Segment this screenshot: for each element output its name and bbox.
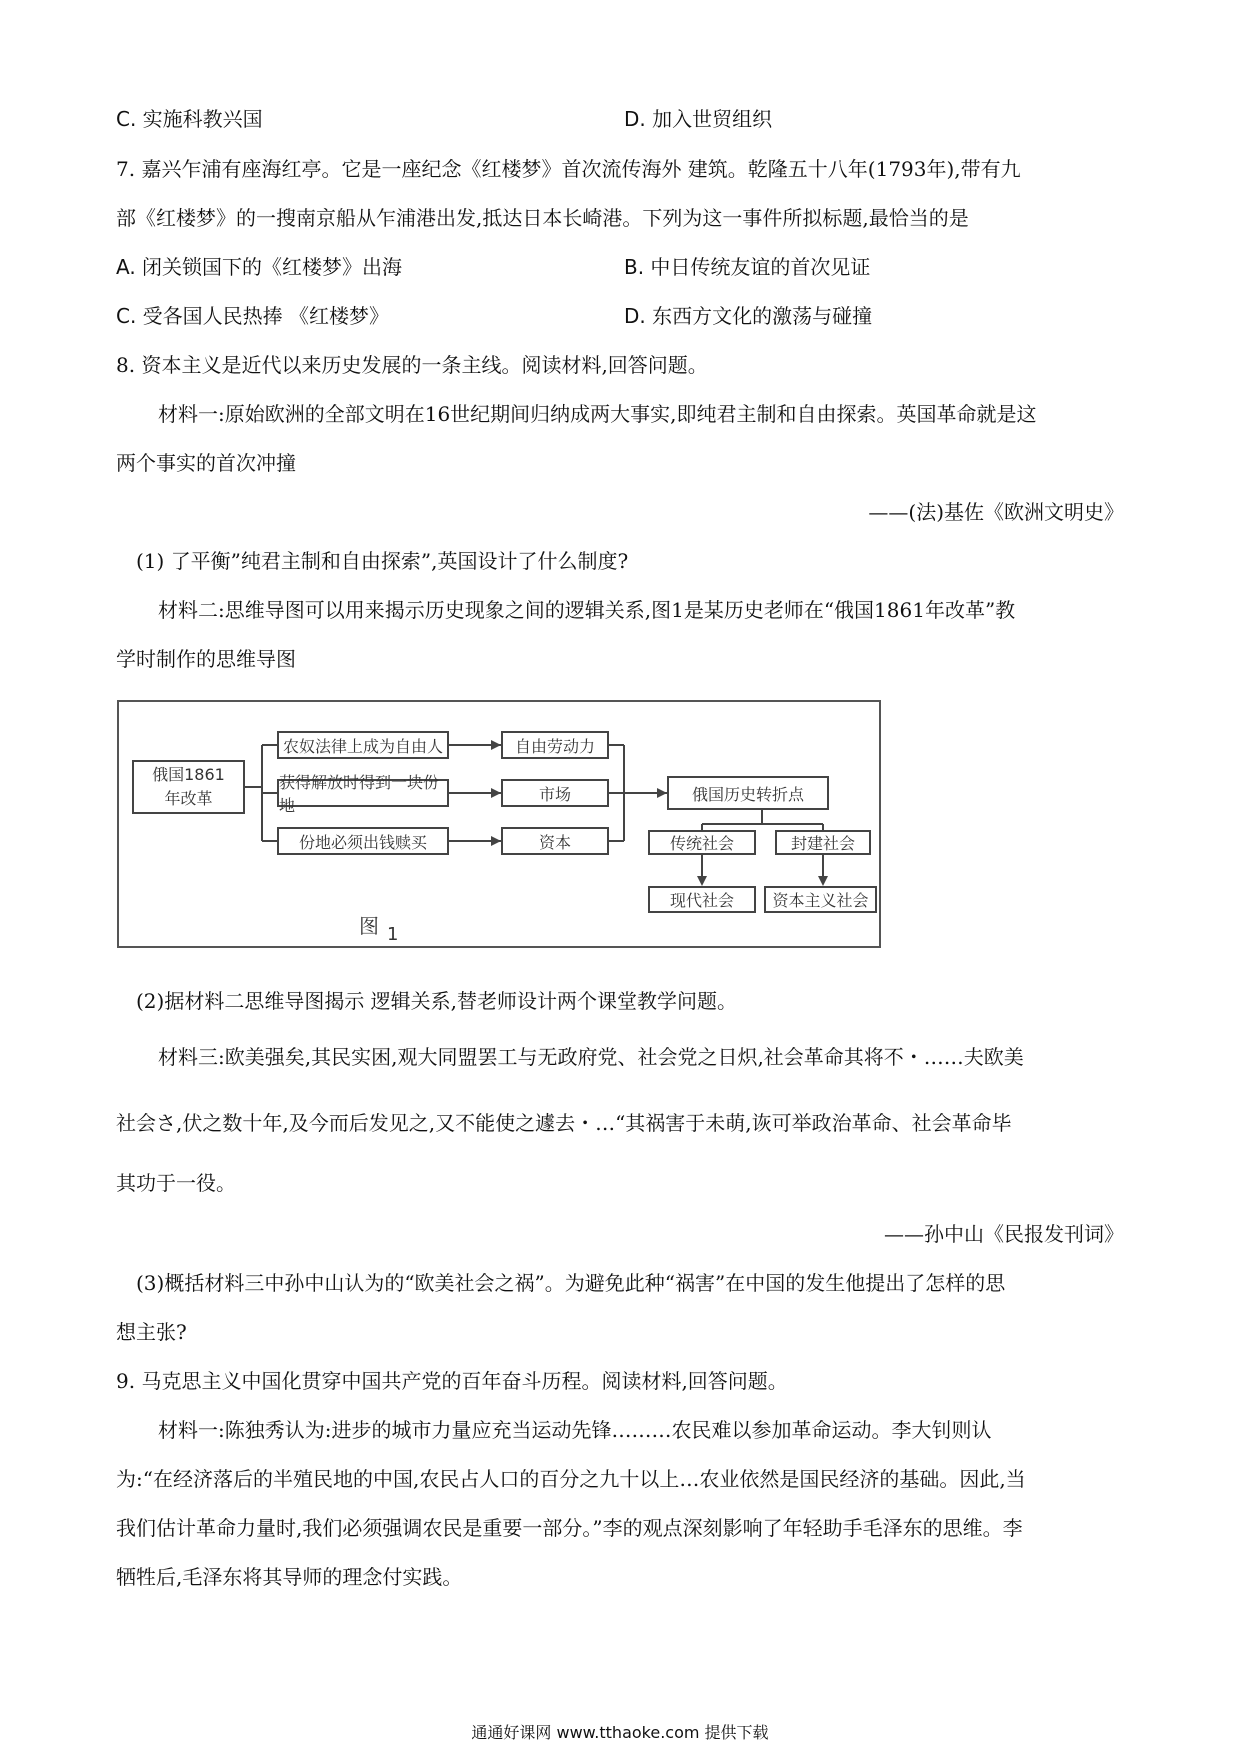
q8-material1-line2: 两个事实的首次冲撞 (116, 451, 296, 475)
q9-stem: 9. 马克思主义中国化贯穿中国共产党的百年奋斗历程。阅读材料,回答问题。 (116, 1369, 788, 1393)
q8-subquestion-3-line1: (3)概括材料三中孙中山认为的“欧美社会之祸”。为避免此种“祸害”在中国的发生他提出了怎样的思 (136, 1271, 1006, 1295)
q7-option-c: C. 受各国人民热捧 《红楼梦》 (116, 304, 390, 328)
node-russia-1861-reform (132, 760, 245, 814)
figure-label: 图 (359, 914, 379, 938)
q6-option-d: D. 加入世贸组织 (624, 107, 773, 131)
q7-stem-line2: 部《红楼梦》的一搜南京船从乍浦港出发,抵达日本长崎港。下列为这一事件所拟标题,最恰当的是 (116, 206, 969, 230)
q9-material1-line3: 我们估计革命力量时,我们必须强调农民是重要一部分。”李的观点深刻影响了年轻助手毛泽东的思维。李 (116, 1516, 1023, 1540)
q8-material3-line3: 其功于一役。 (116, 1171, 236, 1195)
q7-option-b: B. 中日传统友谊的首次见证 (624, 255, 871, 279)
node-market: 市场 (501, 779, 609, 807)
figure-number: 1 (387, 924, 399, 945)
q9-material1-line2: 为:“在经济落后的半殖民地的中国,农民占人口的百分之九十以上…农业依然是国民经济的基础。因此,当 (116, 1467, 1026, 1491)
q8-subquestion-3-line2: 想主张? (116, 1320, 187, 1344)
node-serfs-free: 农奴法律上成为自由人 (277, 731, 449, 759)
node-capitalist-society: 资本主义社会 (764, 886, 877, 913)
node-start-line1: 俄国1861 (152, 765, 225, 784)
node-capital: 资本 (501, 827, 609, 855)
q8-material2-line1: 材料二:思维导图可以用来揭示历史现象之间的逻辑关系,图1是某历史老师在“俄国1861年改革”教 (158, 598, 1016, 622)
node-feudal-society: 封建社会 (775, 830, 871, 855)
q8-subquestion-1: (1) 了平衡”纯君主制和自由探索”,英国设计了什么制度? (136, 549, 629, 573)
q8-material2-line2: 学时制作的思维导图 (116, 647, 296, 671)
mind-map-figure (117, 700, 881, 948)
q7-stem-line1: 7. 嘉兴乍浦有座海红亭。它是一座纪念《红楼梦》首次流传海外 建筑。乾隆五十八年(1793年),带有九 (116, 157, 1021, 181)
q8-material3-line1: 材料三:欧美强矣,其民实困,观大同盟罢工与无政府党、社会党之日炽,社会革命其将不・……夫欧美 (158, 1045, 1024, 1069)
q9-material1-line1: 材料一:陈独秀认为:进步的城市力量应充当运动先锋………农民难以参加革命运动。李大钊则认 (158, 1418, 992, 1442)
node-turning-point: 俄国历史转折点 (667, 776, 829, 810)
q8-subquestion-2: (2)据材料二思维导图揭示 逻辑关系,替老师设计两个课堂教学问题。 (136, 989, 738, 1013)
node-start-line2: 年改革 (164, 789, 213, 808)
page-footer: 通通好课网 www.tthaoke.com 提供下载 (471, 1723, 769, 1742)
node-land-allotment: 获得解放时得到一块份地 (277, 779, 449, 807)
q7-option-d: D. 东西方文化的激荡与碰撞 (624, 304, 873, 328)
q9-material1-line4: 牺牲后,毛泽东将其导师的理念付实践。 (116, 1565, 463, 1589)
q8-material3-line2: 社会さ,伏之数十年,及今而后发见之,又不能使之遽去・…“其祸害于未萌,诙可举政治革命、社会革命毕 (116, 1111, 1012, 1135)
q7-option-a: A. 闭关锁国下的《红楼梦》出海 (116, 255, 403, 279)
node-redemption: 份地必须出钱赎买 (277, 827, 449, 855)
node-modern-society: 现代社会 (648, 886, 756, 913)
q6-option-c: C. 实施科教兴国 (116, 107, 263, 131)
q8-stem: 8. 资本主义是近代以来历史发展的一条主线。阅读材料,回答问题。 (116, 353, 708, 377)
node-free-labor: 自由劳动力 (501, 731, 609, 759)
q8-material1-line1: 材料一:原始欧洲的全部文明在16世纪期间归纳成两大事实,即纯君主制和自由探索。英国革命就是这 (158, 402, 1037, 426)
node-traditional-society: 传统社会 (648, 830, 756, 855)
q8-material1-source: ——(法)基佐《欧洲文明史》 (868, 500, 1124, 524)
q8-material3-source: ——孙中山《民报发刊词》 (884, 1222, 1124, 1246)
